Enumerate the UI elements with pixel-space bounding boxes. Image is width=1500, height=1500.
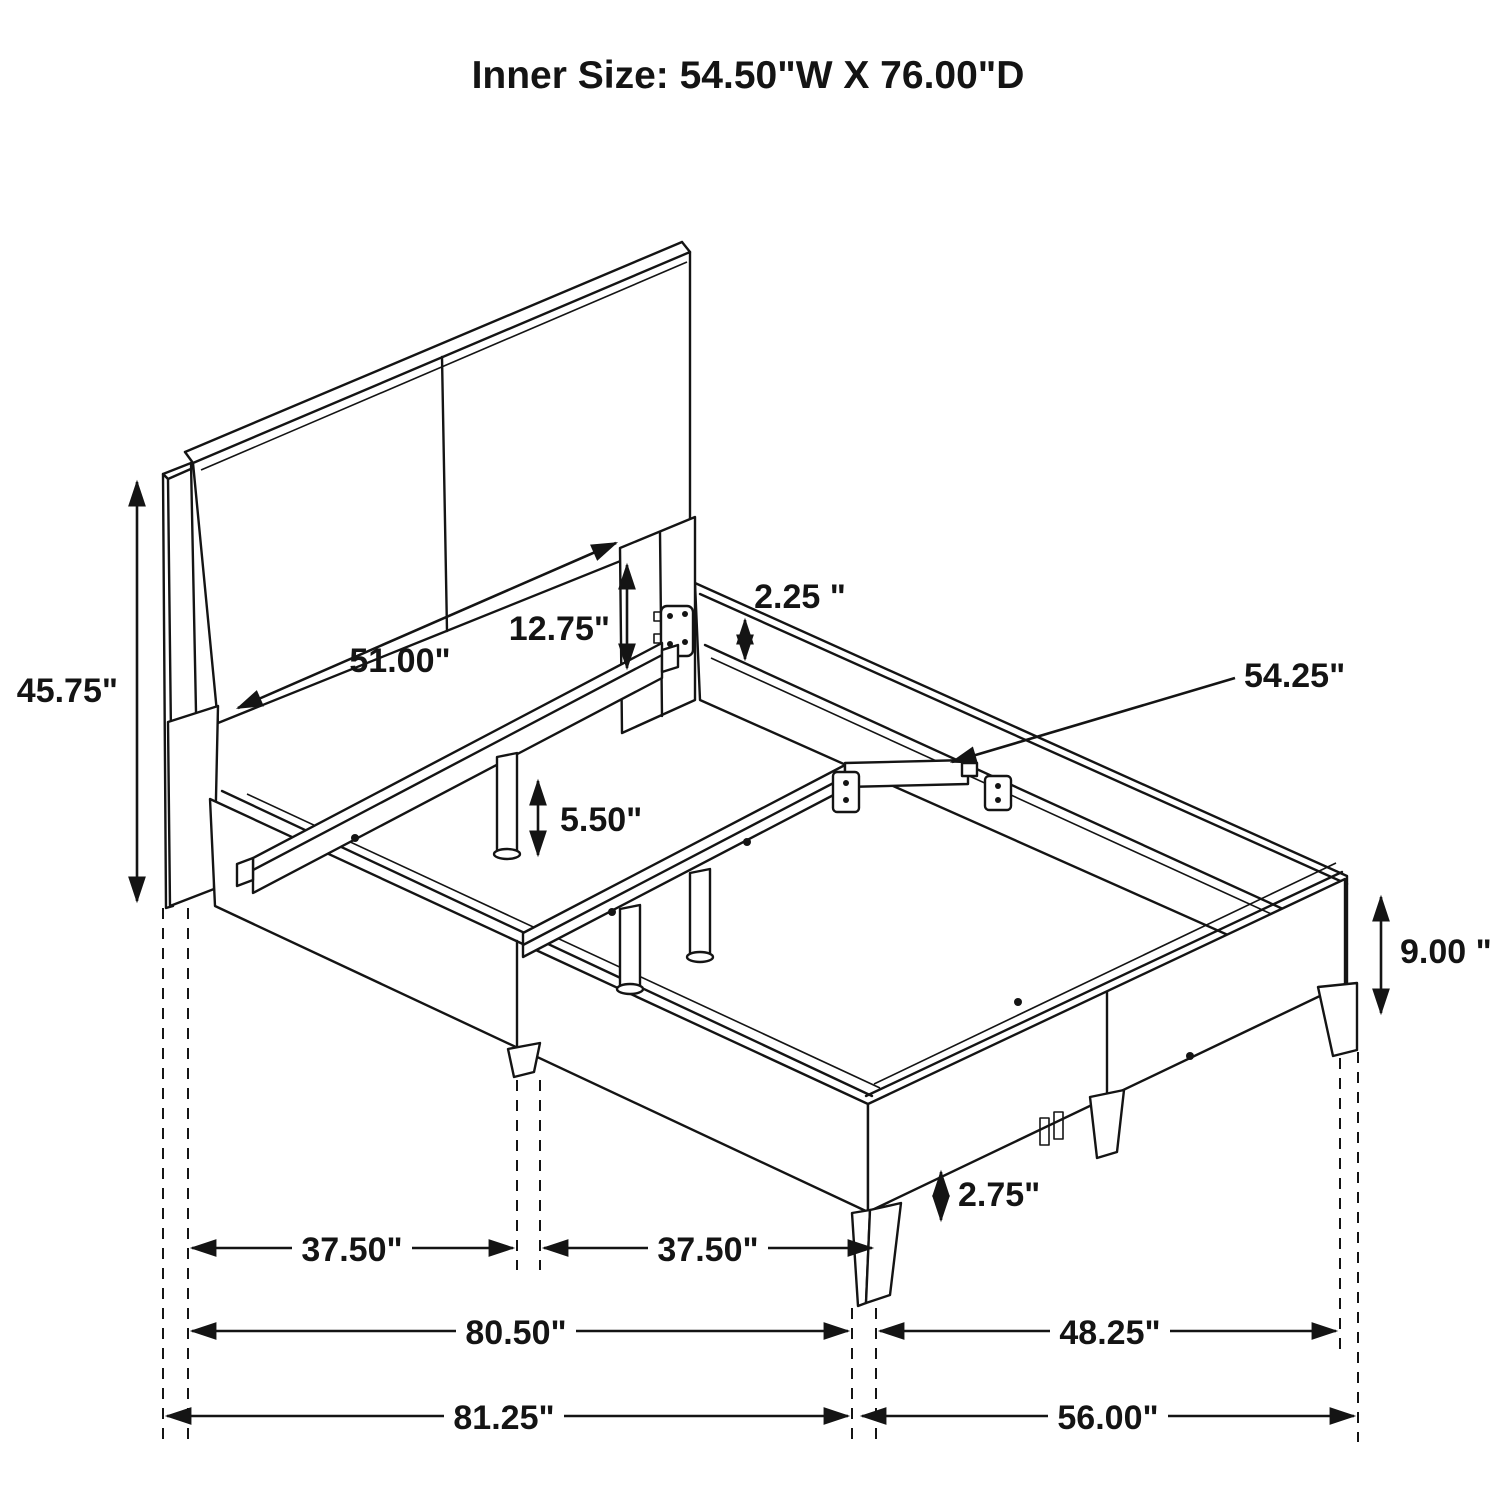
left-post-top — [163, 463, 193, 479]
head-section-length-label: 37.50" — [301, 1231, 403, 1269]
frame-width-overall-label: 56.00" — [1057, 1399, 1159, 1437]
bed-frame-drawing — [163, 242, 1357, 1306]
headboard-height-label: 45.75" — [16, 672, 118, 710]
rail-length-inner-label: 80.50" — [465, 1314, 567, 1352]
rail-length-overall-label: 81.25" — [453, 1399, 555, 1437]
headboard-width-label: 51.00" — [349, 642, 451, 680]
center-leg-height-label: 5.50" — [560, 801, 643, 839]
foot-section-length-label: 37.50" — [657, 1231, 759, 1269]
panel-gap-label: 12.75" — [508, 610, 610, 648]
near-rail-mid-leg — [508, 1043, 540, 1077]
dimension-rows — [167, 1226, 1354, 1437]
side-rail-height-label: 9.00 " — [1400, 933, 1492, 971]
near-corner-leg — [852, 1203, 901, 1306]
far-corner-leg — [1318, 983, 1357, 1056]
frame-width-inner-label: 48.25" — [1059, 1314, 1161, 1352]
support-rail-length-label: 54.25" — [1244, 657, 1346, 695]
footboard-mid-leg — [1090, 1090, 1124, 1158]
inner-size-title: Inner Size: 54.50"W X 76.00"D — [471, 54, 1025, 97]
ledge-drop-label: 2.25 " — [754, 578, 846, 616]
foot-leg-height-label: 2.75" — [958, 1176, 1041, 1214]
